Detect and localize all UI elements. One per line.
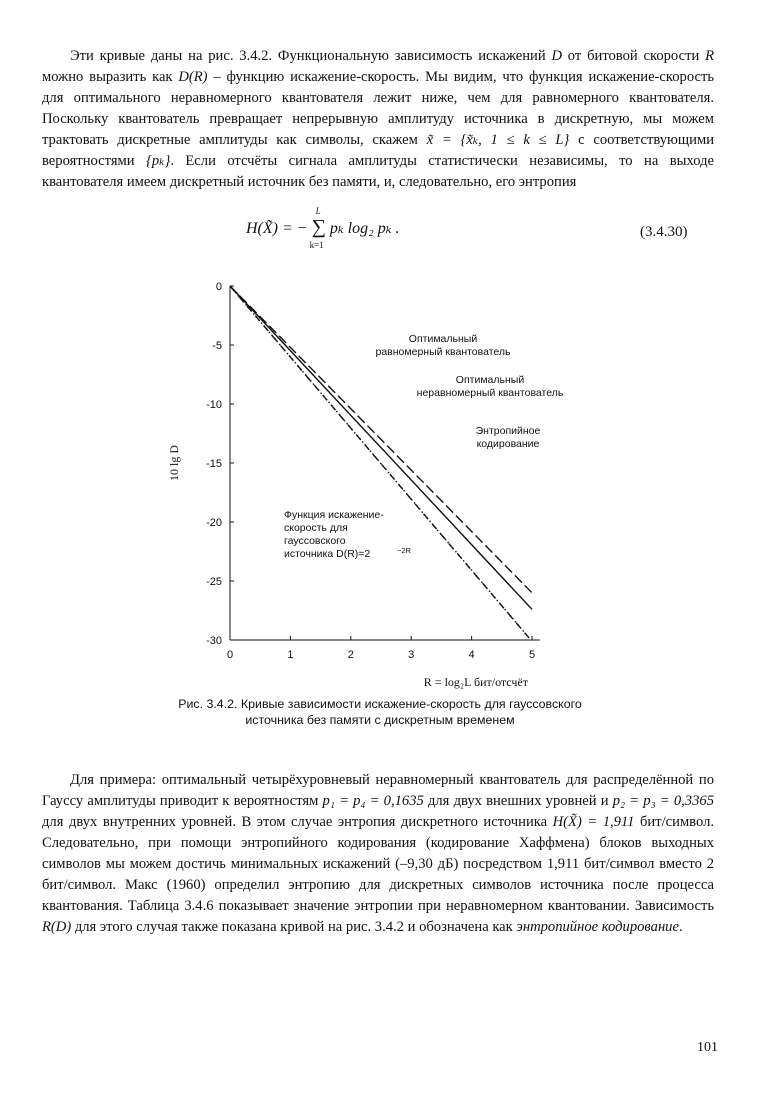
x-tick-label: 2 [347, 649, 354, 661]
y-tick-label: -30 [206, 635, 222, 647]
symbol-set: x̃ = {x̃ₖ, 1 ≤ k ≤ L} [426, 132, 570, 148]
y-tick-label: -10 [206, 399, 222, 411]
paragraph-intro: Эти кривые даны на рис. 3.4.2. Функциональную зависимость искажений D от битовой скорости R можно выразить как D(R) – функцию искажение-скорость. Мы видим, что функция искажение-скорость для оптимального неравномерного квантователя лежит ниже, чем для равномерного квантователя. Поскольку квантователь превращает непрерывную амплитуду источника в дискретную, мы можем трактовать дискретные амплитуды как символы, скажем x̃ = {x̃ₖ, 1 ≤ k ≤ L} с соответствующими вероятностями {pₖ}. Если отсчёты сигнала амплитуды статистически независимы, то на выходе квантователя имеем дискретный источник без памяти, и, следовательно, его энтропия [42, 48, 715, 190]
symbol-r: R [705, 48, 714, 64]
label-rate-distortion: Функция искажение- [284, 509, 384, 521]
symbol-d: D [551, 48, 562, 64]
y-tick-label: -25 [206, 576, 222, 588]
x-axis-label: R = log₂L бит/отсчёт [423, 675, 528, 689]
entropy-equation: H(X̃) = − ∑ L k=1 pₖ log₂ pₖ . [246, 206, 400, 250]
x-tick-label: 3 [408, 649, 415, 661]
label-nonuniform-quantizer: Оптимальный [455, 374, 525, 386]
label-rate-distortion: скорость для [284, 522, 348, 534]
emphasis-entropy-coding: энтропийное кодирование [516, 919, 679, 935]
label-entropy-coding: Энтропийное [475, 425, 541, 437]
label-uniform-quantizer: Оптимальный [408, 333, 478, 345]
label-entropy-coding: кодирование [476, 438, 540, 450]
y-tick-label: -5 [212, 340, 222, 352]
paragraph-example: Для примера: оптимальный четырёхуровневый неравномерный квантователь для распределённой по Гауссу амплитуды приводит к вероятностям p₁ = p₄ = 0,1635 для двух внешних уровней и p₂ = p₃ = 0,3365 для двух внутренних уровней. В этом случае энтропия дискретного источника H(X̃) = 1,911 бит/символ. Следовательно, при помощи энтропийного кодирования (кодирование Хаффмена) блоков выходных символов мы можем достичь минимальных искажений (–9,30 дБ) посредством 1,911 бит/символ вместо 2 бит/символ. Макс (1960) определил энтропию для дискретных символов источника после процесса квантования. Таблица 3.4.6 показывает значение энтропии при неравномерном квантовании. Зависимость R(D) для этого случая также показана кривой на рис. 3.4.2 и обозначена как энтропийное кодирование. [42, 772, 715, 935]
symbol-pk: {pₖ} [146, 153, 171, 169]
x-tick-label: 1 [287, 649, 294, 661]
y-tick-label: 0 [215, 281, 222, 293]
symbol-p23: p₂ = p₃ = 0,3365 [612, 793, 714, 809]
x-tick-label: 4 [468, 649, 475, 661]
page-number: 101 [697, 1040, 718, 1055]
symbol-dr: D(R) [178, 69, 208, 85]
label-rate-distortion: гауссовского [284, 535, 346, 547]
y-tick-label: -15 [206, 458, 222, 470]
symbol-entropy: H(X̃) = 1,911 [552, 814, 635, 830]
sum-sign: ∑ L k=1 [309, 206, 326, 250]
y-axis-label: 10 lg D [167, 445, 181, 481]
figure-caption: Рис. 3.4.2. Кривые зависимости искажение-скорость для гауссовского источника без памяти с дискретным временем [178, 697, 582, 727]
label-nonuniform-quantizer: неравномерный квантователь [416, 387, 564, 399]
y-tick-label: -20 [206, 517, 222, 529]
equation-number: (3.4.30) [640, 224, 688, 240]
symbol-p14: p₁ = p₄ = 0,1635 [322, 793, 424, 809]
symbol-rd: R(D) [42, 919, 72, 935]
x-tick-label: 0 [226, 649, 234, 661]
label-uniform-quantizer: равномерный квантователь [375, 346, 511, 358]
x-tick-label: 5 [528, 649, 536, 661]
distortion-rate-chart [160, 278, 580, 690]
label-rate-distortion: источника D(R)=2 [284, 548, 371, 560]
label-rate-distortion-exponent: −2R [397, 546, 411, 555]
